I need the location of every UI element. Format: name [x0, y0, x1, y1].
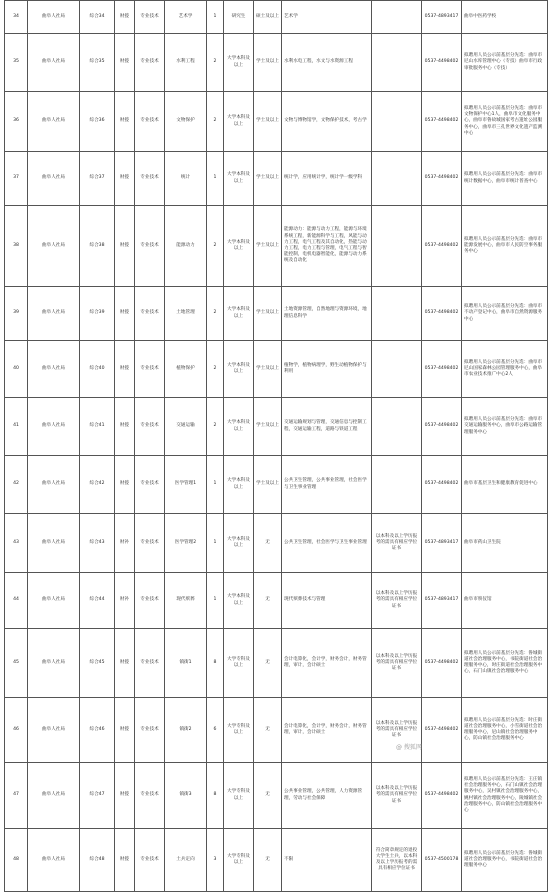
post-name-cell: 统计 — [165, 152, 207, 206]
note-cell: 曲阜市殡仪馆 — [462, 573, 548, 629]
phone-cell: 0537-4498402 — [422, 629, 462, 698]
funding-cell: 财补 — [115, 573, 135, 629]
post-name-cell: 镇街3 — [165, 763, 207, 829]
num-cell: 45 — [5, 629, 28, 698]
other-req-cell: 以本科及以上学历报考的需具有相应学位证书 — [372, 763, 422, 829]
phone-cell: 0537-4498402 — [422, 763, 462, 829]
num-cell: 37 — [5, 152, 28, 206]
other-req-cell: 以本科及以上学历报考的需具有相应学位证书 — [372, 629, 422, 698]
post-code-cell: 综合43 — [80, 514, 115, 573]
category-cell: 专业技术 — [135, 92, 165, 152]
post-code-cell: 综合37 — [80, 152, 115, 206]
count-cell: 1 — [207, 514, 224, 573]
dept-cell: 曲阜人社局 — [28, 629, 80, 698]
education-cell: 研究生 — [224, 1, 254, 34]
funding-cell: 财拨 — [115, 206, 135, 287]
degree-cell: 无 — [254, 829, 282, 892]
degree-cell: 硕士及以上 — [254, 1, 282, 34]
degree-cell: 学士及以上 — [254, 287, 282, 341]
post-name-cell: 医学管理2 — [165, 514, 207, 573]
category-cell: 专业技术 — [135, 573, 165, 629]
note-cell: 曲阜市基层卫生和健康教育促进中心 — [462, 456, 548, 514]
funding-cell: 财拨 — [115, 341, 135, 398]
table-row — [5, 206, 548, 287]
phone-cell: 0537-4498402 — [422, 341, 462, 398]
degree-cell: 学士及以上 — [254, 398, 282, 456]
degree-cell: 无 — [254, 573, 282, 629]
count-cell: 2 — [207, 287, 224, 341]
table-row — [5, 573, 548, 629]
phone-cell: 0537-4500178 — [422, 829, 462, 892]
table-row — [5, 398, 548, 456]
table-row — [5, 829, 548, 892]
post-code-cell: 综合42 — [80, 456, 115, 514]
category-cell: 专业技术 — [135, 398, 165, 456]
phone-cell: 0537-4498402 — [422, 152, 462, 206]
table-row — [5, 456, 548, 514]
count-cell: 8 — [207, 763, 224, 829]
post-code-cell: 综合36 — [80, 92, 115, 152]
post-name-cell: 文物保护 — [165, 92, 207, 152]
major-cell: 公共卫生管理，社会医学与卫生事业管理 — [282, 514, 372, 573]
watermark: @ 搜狐网 — [396, 744, 422, 751]
degree-cell: 学士及以上 — [254, 92, 282, 152]
note-cell: 拟聘用人员公示前基层分先选：曲阜市统计数据中心，曲阜市统计普查中心 — [462, 152, 548, 206]
count-cell: 1 — [207, 152, 224, 206]
note-cell: 曲阜市药山卫生院 — [462, 514, 548, 573]
other-req-cell — [372, 92, 422, 152]
phone-cell: 0537-4498402 — [422, 206, 462, 287]
phone-cell: 0537-4498402 — [422, 698, 462, 763]
table-row — [5, 1, 548, 34]
category-cell: 专业技术 — [135, 829, 165, 892]
phone-cell: 0537-4893417 — [422, 573, 462, 629]
dept-cell: 曲阜人社局 — [28, 573, 80, 629]
category-cell: 专业技术 — [135, 34, 165, 92]
major-cell: 植物学，植物病理学，野生动植物保护与利用 — [282, 341, 372, 398]
education-cell: 大学本科及以上 — [224, 206, 254, 287]
num-cell: 34 — [5, 1, 28, 34]
post-code-cell: 综合34 — [80, 1, 115, 34]
major-cell: 不限 — [282, 829, 372, 892]
post-code-cell: 综合47 — [80, 763, 115, 829]
num-cell: 48 — [5, 829, 28, 892]
post-code-cell: 综合46 — [80, 698, 115, 763]
dept-cell: 曲阜人社局 — [28, 341, 80, 398]
post-code-cell: 综合44 — [80, 573, 115, 629]
num-cell: 36 — [5, 92, 28, 152]
degree-cell: 学士及以上 — [254, 152, 282, 206]
dept-cell: 曲阜人社局 — [28, 92, 80, 152]
count-cell: 2 — [207, 34, 224, 92]
major-cell: 文物与博物馆学，文物保护技术，考古学 — [282, 92, 372, 152]
dept-cell: 曲阜人社局 — [28, 456, 80, 514]
table-row — [5, 698, 548, 763]
dept-cell: 曲阜人社局 — [28, 763, 80, 829]
major-cell: 公共卫生管理，公共事业管理，社会医学与卫生事业管理 — [282, 456, 372, 514]
note-cell: 拟聘用人员公示前基层分先选：鲁城街道社会治理服务中心，书院街道社会治理服务中心 — [462, 829, 548, 892]
note-cell: 曲阜中医药学校 — [462, 1, 548, 34]
post-name-cell: 土兵定向 — [165, 829, 207, 892]
degree-cell: 学士及以上 — [254, 456, 282, 514]
note-cell: 拟聘用人员公示前基层分先选：曲阜市不动产登记中心，曲阜市自然资源服务中心 — [462, 287, 548, 341]
other-req-cell — [372, 34, 422, 92]
post-name-cell: 镇街2 — [165, 698, 207, 763]
table-row — [5, 629, 548, 698]
category-cell: 专业技术 — [135, 629, 165, 698]
funding-cell: 财拨 — [115, 92, 135, 152]
funding-cell: 财拨 — [115, 829, 135, 892]
education-cell: 大学本科及以上 — [224, 514, 254, 573]
education-cell: 大学本科及以上 — [224, 34, 254, 92]
phone-cell: 0537-4498402 — [422, 34, 462, 92]
dept-cell: 曲阜人社局 — [28, 514, 80, 573]
note-cell: 拟聘用人员公示前基层分先选：时庄街道社会治理服务中心，小雪街道社会治理服务中心，尼山镇社会治理服务中心，防山镇社会治理服务中心 — [462, 698, 548, 763]
category-cell: 专业技术 — [135, 206, 165, 287]
dept-cell: 曲阜人社局 — [28, 152, 80, 206]
dept-cell: 曲阜人社局 — [28, 398, 80, 456]
note-cell: 拟聘用人员公示前基层分先选：曲阜市尼山水库管理中心（专技）曲阜市行政审批服务中心（专技） — [462, 34, 548, 92]
major-cell: 艺术学 — [282, 1, 372, 34]
major-cell: 会计电算化，会计学，财务会计，财务管理，审计，会计硕士 — [282, 698, 372, 763]
major-cell: 现代殡葬技术与管理 — [282, 573, 372, 629]
other-req-cell: 以本科及以上学历报考的需具有相应学位证书 — [372, 573, 422, 629]
dept-cell: 曲阜人社局 — [28, 287, 80, 341]
dept-cell: 曲阜人社局 — [28, 698, 80, 763]
other-req-cell — [372, 206, 422, 287]
table-row — [5, 287, 548, 341]
count-cell: 2 — [207, 341, 224, 398]
degree-cell: 无 — [254, 629, 282, 698]
funding-cell: 财拨 — [115, 456, 135, 514]
note-cell: 拟聘用人员公示前基层分先选：曲阜市尼山国家森林公园管理服务中心，曲阜市农业技术推广中心2人 — [462, 341, 548, 398]
category-cell: 专业技术 — [135, 514, 165, 573]
count-cell: 1 — [207, 573, 224, 629]
other-req-cell: 以本科及以上学历报考的需具有相应学位证书 — [372, 698, 422, 763]
phone-cell: 0537-4498402 — [422, 287, 462, 341]
dept-cell: 曲阜人社局 — [28, 206, 80, 287]
note-cell: 拟聘用人员公示前基层分先选：鲁城街道社会治理服务中心，书院街道社会治理服务中心，时庄街道社会治理服务中心，石门山镇社会治理服务中心 — [462, 629, 548, 698]
funding-cell: 财拨 — [115, 287, 135, 341]
major-cell: 水利水电工程，水文与水资源工程 — [282, 34, 372, 92]
education-cell: 大学本科及以上 — [224, 152, 254, 206]
note-cell: 拟聘用人员公示前基层分先选：王庄镇社会治理服务中心，石门山镇社会治理服务中心，吴村镇社会治理服务中心，姚村镇社会治理服务中心，陵城镇社会治理服务中心，防山镇社会治理服务中心 — [462, 763, 548, 829]
funding-cell: 财拨 — [115, 1, 135, 34]
category-cell: 专业技术 — [135, 1, 165, 34]
num-cell: 46 — [5, 698, 28, 763]
major-cell: 土地资源管理，自然地理与资源环境，地理信息科学 — [282, 287, 372, 341]
degree-cell: 无 — [254, 514, 282, 573]
post-name-cell: 艺术学 — [165, 1, 207, 34]
category-cell: 专业技术 — [135, 287, 165, 341]
other-req-cell — [372, 398, 422, 456]
dept-cell: 曲阜人社局 — [28, 1, 80, 34]
other-req-cell — [372, 341, 422, 398]
education-cell: 大学专科及以上 — [224, 829, 254, 892]
phone-cell: 0537-4498402 — [422, 92, 462, 152]
count-cell: 1 — [207, 1, 224, 34]
other-req-cell — [372, 152, 422, 206]
category-cell: 专业技术 — [135, 763, 165, 829]
table-row — [5, 34, 548, 92]
count-cell: 2 — [207, 92, 224, 152]
phone-cell: 0537-4498402 — [422, 456, 462, 514]
funding-cell: 财补 — [115, 514, 135, 573]
num-cell: 39 — [5, 287, 28, 341]
num-cell: 42 — [5, 456, 28, 514]
education-cell: 大学专科及以上 — [224, 629, 254, 698]
count-cell: 2 — [207, 206, 224, 287]
phone-cell: 0537-4498402 — [422, 398, 462, 456]
table-row — [5, 152, 548, 206]
count-cell: 2 — [207, 398, 224, 456]
major-cell: 能源动力：能源与动力工程，能源与环境系统工程，新能源科学与工程，风能与动力工程，电气工程及其自动化，热能与动力工程，电力工程与管理，电气工程与智能控制，电机电器智能化，能源与动力系统及自动化 — [282, 206, 372, 287]
category-cell: 专业技术 — [135, 698, 165, 763]
post-code-cell: 综合45 — [80, 629, 115, 698]
degree-cell: 无 — [254, 763, 282, 829]
num-cell: 43 — [5, 514, 28, 573]
post-code-cell: 综合41 — [80, 398, 115, 456]
degree-cell: 学士及以上 — [254, 206, 282, 287]
major-cell: 公共事业管理，公共管理，人力资源管理，劳动与社会保障 — [282, 763, 372, 829]
post-name-cell: 植物保护 — [165, 341, 207, 398]
other-req-cell — [372, 287, 422, 341]
education-cell: 大学本科及以上 — [224, 573, 254, 629]
funding-cell: 财拨 — [115, 763, 135, 829]
education-cell: 大学专科及以上 — [224, 698, 254, 763]
education-cell: 大学本科及以上 — [224, 398, 254, 456]
note-cell: 拟聘用人员公示前基层分先选：曲阜市交通运输服务中心，曲阜市公路运输管理服务中心 — [462, 398, 548, 456]
table-row — [5, 341, 548, 398]
degree-cell: 学士及以上 — [254, 341, 282, 398]
positions-table — [4, 0, 548, 892]
phone-cell: 0537-4893417 — [422, 514, 462, 573]
count-cell: 1 — [207, 456, 224, 514]
post-name-cell: 能源动力 — [165, 206, 207, 287]
note-cell: 拟聘用人员公示前基层分先选：曲阜市能源发展中心，曲阜市人民防空事务服务中心 — [462, 206, 548, 287]
education-cell: 大学本科及以上 — [224, 92, 254, 152]
num-cell: 38 — [5, 206, 28, 287]
post-name-cell: 水利工程 — [165, 34, 207, 92]
post-code-cell: 综合38 — [80, 206, 115, 287]
count-cell: 6 — [207, 698, 224, 763]
dept-cell: 曲阜人社局 — [28, 829, 80, 892]
table-row — [5, 763, 548, 829]
major-cell: 会计电算化，会计学，财务会计，财务管理，审计，会计硕士 — [282, 629, 372, 698]
num-cell: 41 — [5, 398, 28, 456]
num-cell: 40 — [5, 341, 28, 398]
funding-cell: 财拨 — [115, 398, 135, 456]
category-cell: 专业技术 — [135, 456, 165, 514]
funding-cell: 财拨 — [115, 34, 135, 92]
major-cell: 统计学，应用统计学，统计学一级学科 — [282, 152, 372, 206]
count-cell: 8 — [207, 629, 224, 698]
table-body — [5, 1, 548, 892]
count-cell: 3 — [207, 829, 224, 892]
funding-cell: 财拨 — [115, 698, 135, 763]
post-code-cell: 综合48 — [80, 829, 115, 892]
funding-cell: 财拨 — [115, 629, 135, 698]
degree-cell: 学士及以上 — [254, 34, 282, 92]
post-code-cell: 综合35 — [80, 34, 115, 92]
post-code-cell: 综合39 — [80, 287, 115, 341]
other-req-cell: 以本科及以上学历报考的需具有相应学位证书 — [372, 514, 422, 573]
table-row — [5, 514, 548, 573]
major-cell: 交通运输规划与管理，交通信息与控制工程，交通运输工程，道路与铁道工程 — [282, 398, 372, 456]
num-cell: 47 — [5, 763, 28, 829]
num-cell: 44 — [5, 573, 28, 629]
post-name-cell: 医学管理1 — [165, 456, 207, 514]
phone-cell: 0537-4893417 — [422, 1, 462, 34]
other-req-cell — [372, 456, 422, 514]
num-cell: 35 — [5, 34, 28, 92]
category-cell: 专业技术 — [135, 341, 165, 398]
education-cell: 大学本科及以上 — [224, 287, 254, 341]
other-req-cell: 符合简章规定的退役大学生士兵，以本科及以上学历报考的需具有相应学位证书 — [372, 829, 422, 892]
post-name-cell: 镇街1 — [165, 629, 207, 698]
category-cell: 专业技术 — [135, 152, 165, 206]
dept-cell: 曲阜人社局 — [28, 34, 80, 92]
education-cell: 大学专科及以上 — [224, 763, 254, 829]
post-code-cell: 综合40 — [80, 341, 115, 398]
education-cell: 大学本科及以上 — [224, 456, 254, 514]
note-cell: 拟聘用人员公示前基层分先选：曲阜市文物保护中心1人，曲阜市文化服务中心，曲阜市鲁故城国家考古遗址公园服务中心，曲阜市三孔世界文化遗产监测中心 — [462, 92, 548, 152]
education-cell: 大学本科及以上 — [224, 341, 254, 398]
funding-cell: 财拨 — [115, 152, 135, 206]
table-row — [5, 92, 548, 152]
other-req-cell — [372, 1, 422, 34]
post-name-cell: 交通运输 — [165, 398, 207, 456]
degree-cell: 无 — [254, 698, 282, 763]
post-name-cell: 土地管理 — [165, 287, 207, 341]
post-name-cell: 现代殡葬 — [165, 573, 207, 629]
